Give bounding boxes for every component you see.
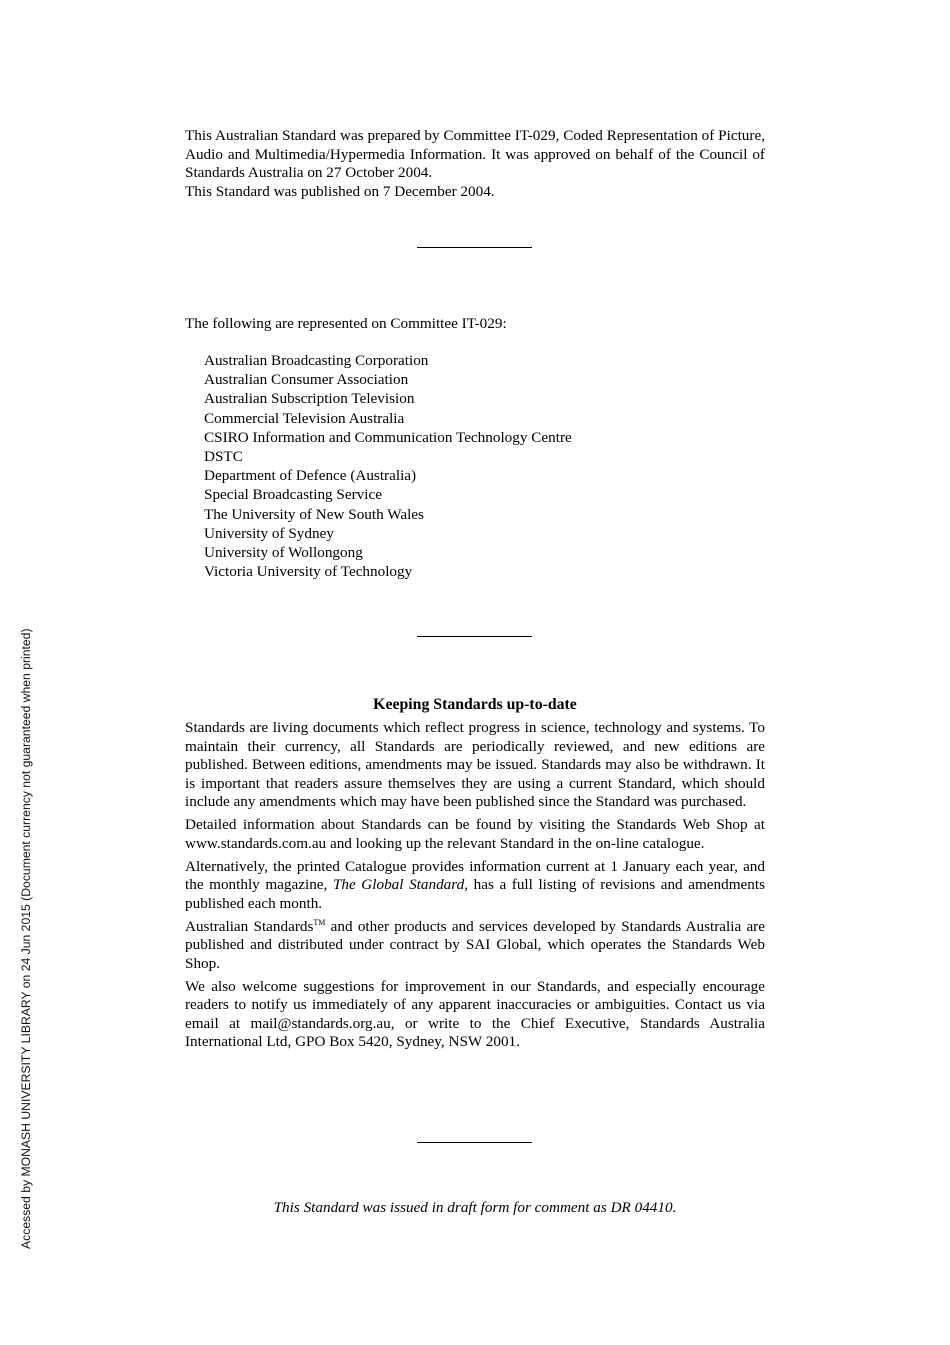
list-item: University of Sydney: [204, 524, 334, 542]
list-item: CSIRO Information and Communication Technology Centre: [204, 428, 572, 446]
list-item: Australian Broadcasting Corporation: [204, 352, 429, 369]
divider-rule: [417, 636, 532, 637]
list-item: Commercial Television Australia: [204, 409, 405, 427]
text-run: Australian Standards: [185, 917, 314, 935]
list-item: The University of New South Wales: [204, 505, 424, 523]
published-date: This Standard was published on 7 December 2004.: [185, 182, 495, 200]
text-run: , has a full listing of revisions and amendments published each month.: [185, 876, 765, 912]
draft-note: This Standard was issued in draft form for comment as DR 04410.: [273, 1199, 677, 1216]
divider-rule: [417, 1142, 532, 1143]
trademark-mark: TM: [313, 917, 326, 927]
list-item: Victoria University of Technology: [204, 563, 413, 581]
paragraph: Detailed information about Standards can be found by visiting the Standards Web Shop at www.standards.com.au and looking up the relevant Standard in the on-line catalogue.: [185, 816, 765, 852]
section-title: Keeping Standards up-to-date: [373, 696, 577, 713]
text-run: and other products and services developed by Standards Australia are published and distributed under contract by SAI Global, which operates the Standards Web Shop.: [185, 917, 765, 972]
committee-member-list: [204, 351, 764, 581]
paragraph: We also welcome suggestions for improvement in our Standards, and especially encourage readers to notify us immediately of any apparent inaccuracies or ambiguities. Contact us via email at mail@standards.org.au, or write to the Chief Executive, Standards Australia International Ltd, GPO Box 5420, Sydney, NSW 2001.: [185, 977, 765, 1050]
list-item: Special Broadcasting Service: [204, 486, 382, 504]
magazine-title: The Global Standard: [332, 876, 465, 893]
intro-paragraph: This Australian Standard was prepared by Committee IT-029, Coded Representation of Picture, Audio and Multimedia/Hypermedia Information. It was approved on behalf of the Council of Standards Australia on 27 October 2004.: [185, 127, 765, 181]
list-item: Department of Defence (Australia): [204, 467, 417, 485]
list-item: DSTC: [204, 448, 243, 466]
list-item: University of Wollongong: [204, 544, 363, 562]
paragraph: [185, 918, 765, 974]
committee-heading: The following are represented on Committee IT-029:: [185, 315, 507, 332]
keeping-standards-section: [185, 719, 765, 1056]
paragraph: [185, 858, 765, 914]
intro-block: [185, 127, 765, 201]
access-watermark: Accessed by MONASH UNIVERSITY LIBRARY on 24 Jun 2015 (Document currency not guaranteed when printed): [19, 628, 33, 1249]
list-item: Australian Consumer Association: [204, 371, 409, 389]
text-run: Alternatively, the printed Catalogue provides information current at 1 January each year, and the monthly magazine,: [185, 857, 765, 893]
list-item: Australian Subscription Television: [204, 390, 415, 408]
divider-rule: [417, 247, 532, 248]
paragraph: Standards are living documents which reflect progress in science, technology and systems. To maintain their currency, all Standards are periodically reviewed, and new editions are published. Between editions, amendments may be issued. Standards may also be withdrawn. It is important that readers assure themselves they are using a current Standard, which should include any amendments which may have been published since the Standard was purchased.: [185, 719, 765, 810]
